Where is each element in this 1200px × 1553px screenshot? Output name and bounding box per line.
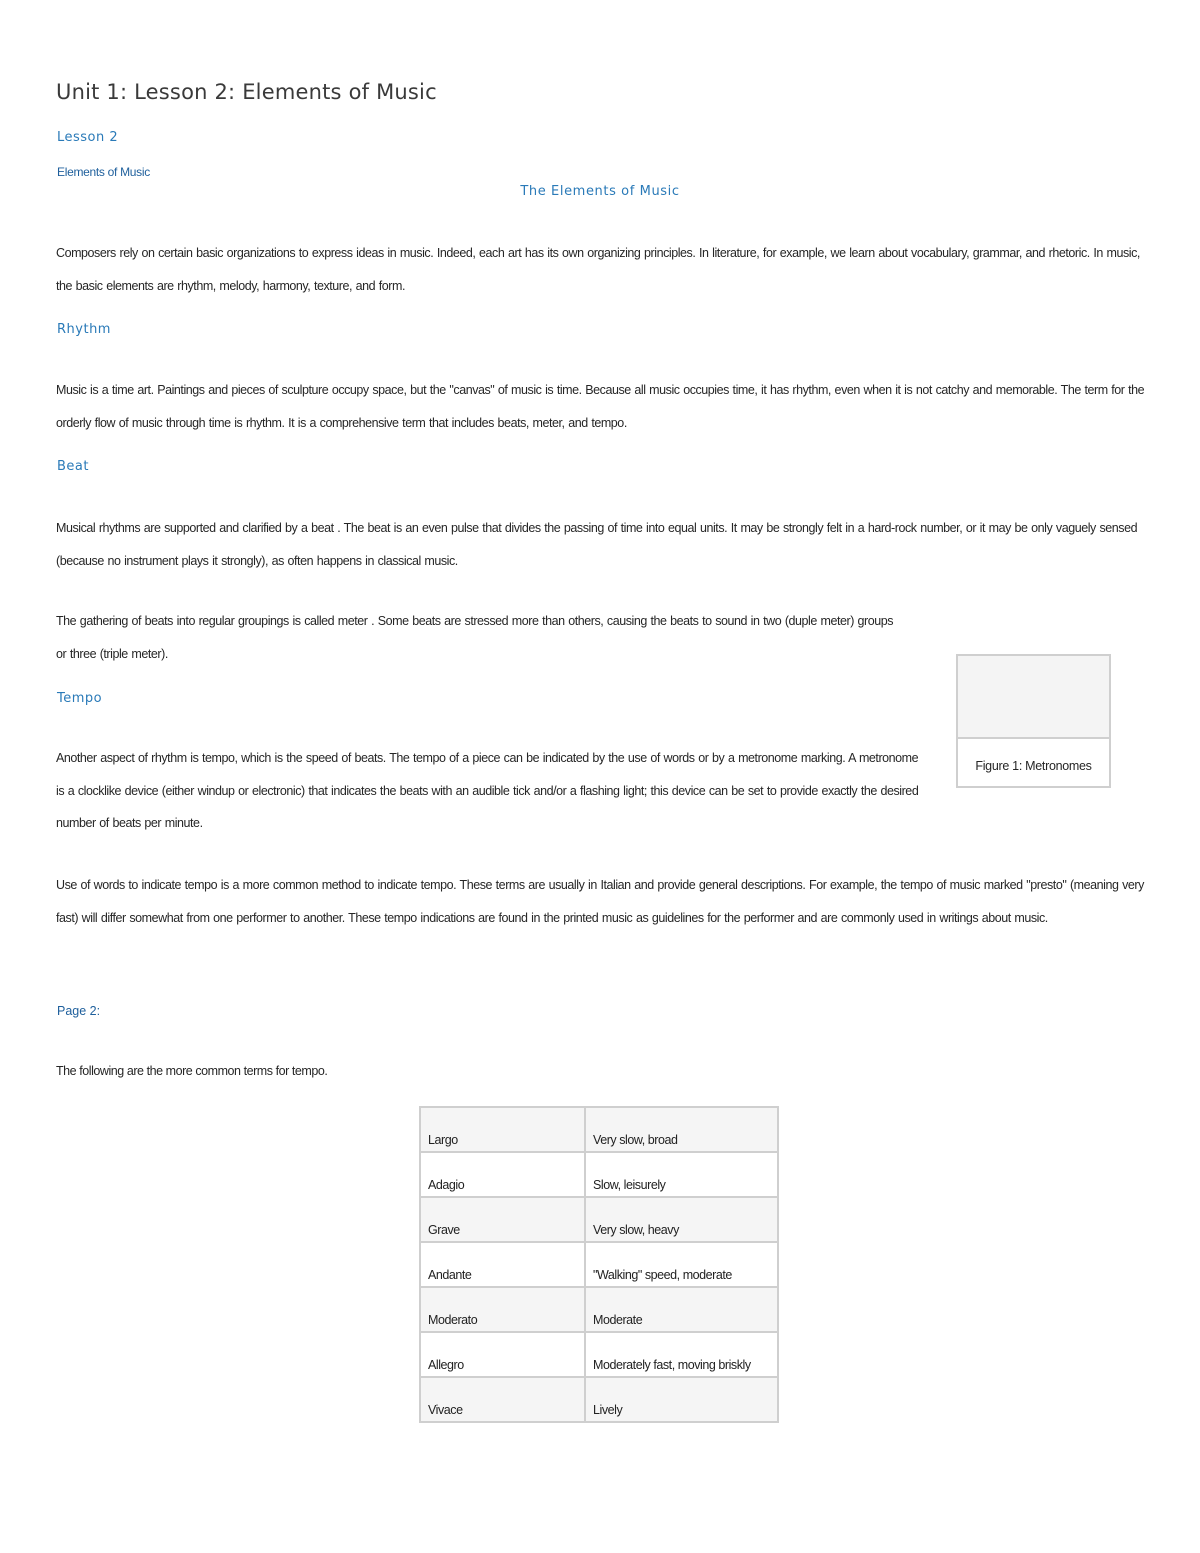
- page-title: Unit 1: Lesson 2: Elements of Music: [56, 80, 437, 104]
- center-heading: The Elements of Music: [520, 184, 680, 199]
- sub-label: Elements of Music: [57, 165, 150, 179]
- page-2-label: Page 2:: [57, 1004, 101, 1018]
- tempo-table: [419, 1106, 779, 1423]
- tempo-paragraph-1: Another aspect of rhythm is tempo, which is the speed of beats. The tempo of a piece can be indicated by the use of words or by a metronome marking. A metronome is a clocklike device (either windup or electronic) that indicates the beats with an audible tick and/or a flashing light; this device can be set to provide exactly the desired number of beats per minute.: [56, 751, 919, 830]
- tempo-term-cell: Allegro: [420, 1332, 585, 1377]
- beat-paragraph-2: The gathering of beats into regular groupings is called meter . Some beats are stressed more than others, causing the beats to sound in two (duple meter) groups or three (triple meter).: [56, 614, 894, 661]
- metronome-image: [958, 656, 1109, 739]
- tempo-meaning-cell: Very slow, broad: [585, 1107, 778, 1152]
- table-row: [420, 1332, 778, 1377]
- beat-paragraph-1: Musical rhythms are supported and clarified by a beat . The beat is an even pulse that divides the passing of time into equal units. It may be strongly felt in a hard-rock number, or it may be only vaguely sensed (because no instrument plays it strongly), as often happens in classical music.: [56, 521, 1138, 568]
- tempo-heading: Tempo: [57, 691, 103, 706]
- table-row: [420, 1242, 778, 1287]
- rhythm-paragraph: Music is a time art. Paintings and pieces of sculpture occupy space, but the "canvas" of music is time. Because all music occupies time, it has rhythm, even when it is not catchy and memorable. The term for the orderly flow of music through time is rhythm. It is a comprehensive term that includes beats, meter, and tempo.: [56, 383, 1145, 430]
- table-row: [420, 1197, 778, 1242]
- tempo-meaning-cell: Moderate: [585, 1287, 778, 1332]
- table-row: [420, 1152, 778, 1197]
- tempo-meaning-cell: Very slow, heavy: [585, 1197, 778, 1242]
- table-intro: The following are the more common terms for tempo.: [56, 1064, 328, 1078]
- rhythm-heading: Rhythm: [57, 322, 111, 337]
- tempo-term-cell: Largo: [420, 1107, 585, 1152]
- lesson-label: Lesson 2: [57, 130, 119, 145]
- figure-caption: Figure 1: Metronomes: [975, 759, 1092, 773]
- metronome-figure: [956, 654, 1111, 788]
- tempo-meaning-cell: "Walking" speed, moderate: [585, 1242, 778, 1287]
- intro-paragraph: Composers rely on certain basic organizations to express ideas in music. Indeed, each art has its own organizing principles. In literature, for example, we learn about vocabulary, grammar, and rhetoric. In music, the basic elements are rhythm, melody, harmony, texture, and form.: [56, 246, 1140, 293]
- tempo-term-cell: Adagio: [420, 1152, 585, 1197]
- tempo-paragraph-2: Use of words to indicate tempo is a more common method to indicate tempo. These terms are usually in Italian and provide general descriptions. For example, the tempo of music marked "presto" (meaning very fast) will differ somewhat from one performer to another. These tempo indications are found in the printed music as guidelines for the performer and are commonly used in writings about music.: [56, 878, 1144, 925]
- tempo-term-cell: Andante: [420, 1242, 585, 1287]
- tempo-term-cell: Moderato: [420, 1287, 585, 1332]
- table-row: [420, 1377, 778, 1422]
- tempo-meaning-cell: Lively: [585, 1377, 778, 1422]
- tempo-meaning-cell: Slow, leisurely: [585, 1152, 778, 1197]
- beat-heading: Beat: [57, 459, 89, 474]
- tempo-term-cell: Grave: [420, 1197, 585, 1242]
- table-row: [420, 1287, 778, 1332]
- table-row: [420, 1107, 778, 1152]
- tempo-term-cell: Vivace: [420, 1377, 585, 1422]
- tempo-meaning-cell: Moderately fast, moving briskly: [585, 1332, 778, 1377]
